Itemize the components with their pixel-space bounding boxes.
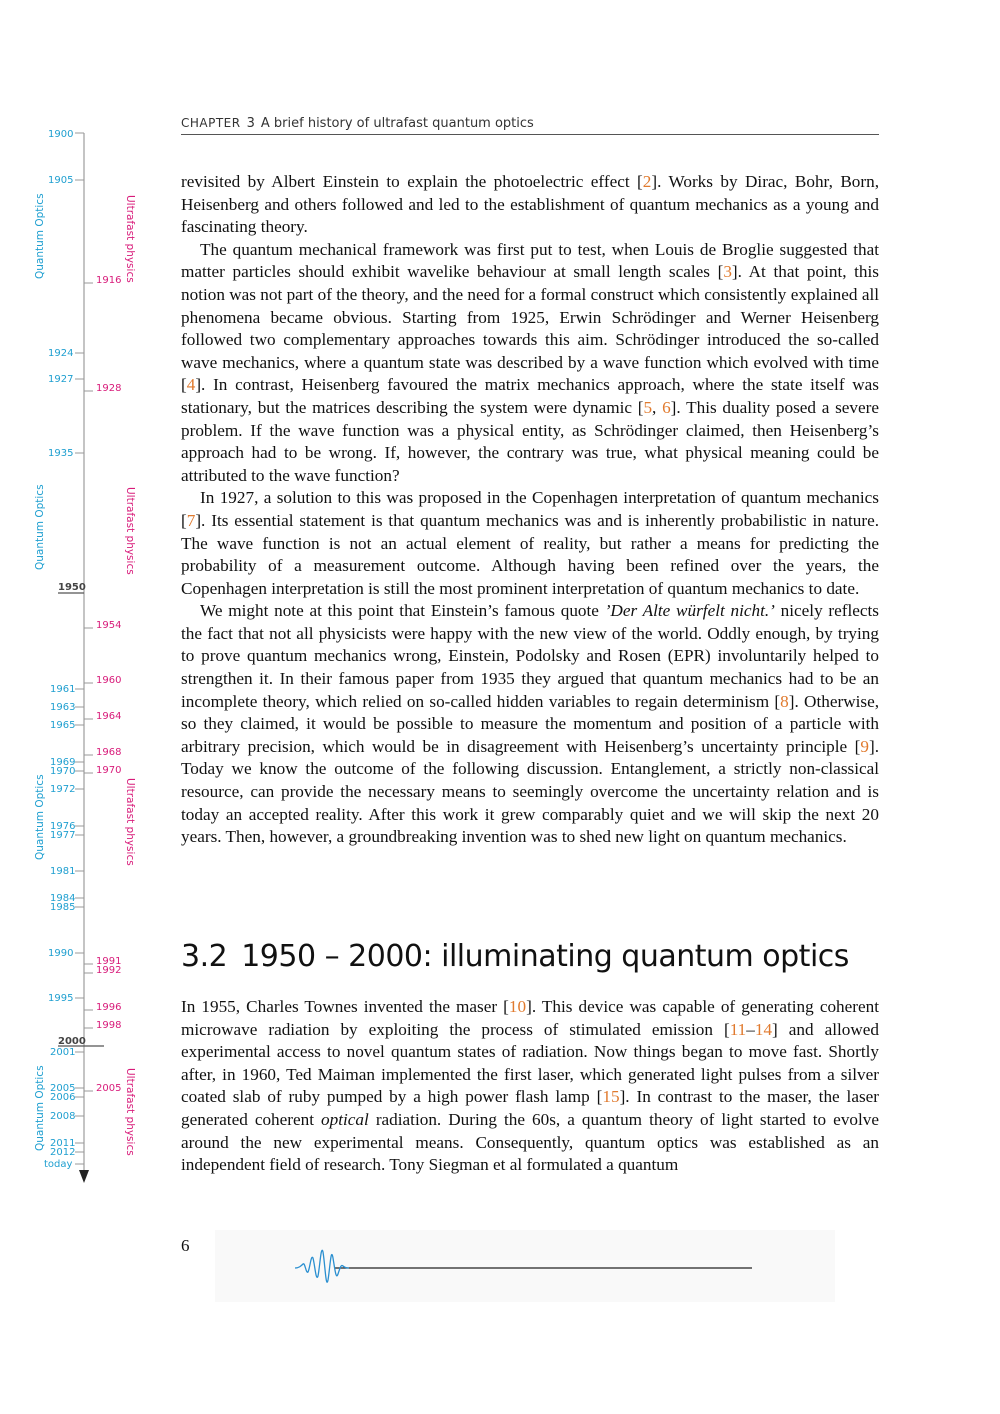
citation-link[interactable]: 11 (729, 1019, 747, 1039)
timeline-left-years (44, 129, 84, 1170)
timeline-key-year: 1950 (58, 582, 86, 593)
citation-link[interactable]: 5 (643, 397, 653, 417)
timeline-year: 1969 (50, 757, 76, 768)
einstein-quote: ’Der Alte würfelt nicht.’ (604, 601, 775, 621)
paragraph: revisited by Albert Einstein to explain the photoelectric effect [2]. Works by Dirac, Bohr, Born, Heisenberg and others followed and led to the establishment of quantum mechanics as a young and fascinating theory. (181, 172, 879, 237)
timeline-year: 1981 (50, 866, 76, 877)
timeline-year: 1935 (48, 448, 74, 459)
timeline-year: 2008 (50, 1111, 76, 1122)
body-text-section (181, 996, 879, 1177)
section-number: 3.2 (181, 939, 228, 974)
timeline-year: 1965 (50, 720, 76, 731)
timeline-year: 1905 (48, 175, 74, 186)
timeline-key-years (58, 582, 104, 1047)
timeline-year: 1991 (96, 956, 122, 967)
citation-link[interactable]: 6 (662, 397, 671, 417)
timeline-year: 1985 (50, 902, 76, 913)
citation-link[interactable]: 3 (723, 262, 732, 282)
wave-packet-icon (215, 1230, 835, 1302)
chapter-word: CHAPTER (181, 116, 241, 130)
timeline-year: 2012 (50, 1147, 76, 1158)
page-number: 6 (181, 1236, 190, 1255)
timeline-year: 1928 (96, 383, 122, 394)
paragraph: The quantum mechanical framework was first put to test, when Louis de Broglie suggested that matter particles should exhibit wavelike behaviour at small length scales [3]. At that point, this notion was not part of the theory, and the need for a formal construct which consistently explained all phenomena became obvious. Starting from 1925, Erwin Schrödinger and Werner Heisenberg followed two complementary approaches towards this aim. Schrödinger introduced the so-called wave mechanics, where a quantum state was described by a wave function which evolved with time [4]. In contrast, Heisenberg favoured the matrix mechanics approach, where the state itself was stationary, but the matrices describing the system were dynamic [5, 6]. This duality posed a severe problem. If the wave function was a physical entity, as Schrödinger claimed, then Heisenberg’s approach had to be wrong. If, however, the contrary was true, what physical meaning could be attributed to the wave function? (181, 239, 879, 485)
timeline-year: 2001 (50, 1047, 76, 1058)
citation-link[interactable]: 9 (860, 736, 869, 756)
era-label-quantum-optics: Quantum Optics (34, 774, 46, 860)
timeline-year: 1984 (50, 893, 76, 904)
timeline-year: 2005 (96, 1083, 122, 1094)
timeline-year: 1992 (96, 965, 122, 976)
timeline-year: 1961 (50, 684, 76, 695)
citation-link[interactable]: 2 (642, 172, 652, 191)
timeline-year: 2011 (50, 1138, 76, 1149)
timeline-year: 1998 (96, 1020, 122, 1031)
chapter-title: A brief history of ultrafast quantum optics (260, 116, 534, 131)
timeline-year: 1964 (96, 711, 122, 722)
timeline-year: 1976 (50, 821, 76, 832)
body-text (181, 171, 879, 849)
timeline-year: 1995 (48, 993, 74, 1004)
timeline-year: 2005 (50, 1083, 76, 1094)
timeline-year: 1970 (96, 765, 122, 776)
citation-link[interactable]: 14 (754, 1019, 773, 1039)
era-label-quantum-optics: Quantum Optics (34, 193, 46, 279)
citation-link[interactable]: 4 (186, 375, 196, 395)
timeline-arrow-icon (79, 1170, 89, 1183)
timeline-year: 1990 (48, 948, 74, 959)
timeline-year: 1916 (96, 275, 122, 286)
timeline-year: today (44, 1159, 73, 1170)
timeline-year: 1970 (50, 766, 76, 777)
running-header (181, 116, 879, 135)
citation-link[interactable]: 10 (508, 997, 527, 1016)
citation-link[interactable]: 15 (602, 1087, 620, 1107)
chapter-number: 3 (246, 116, 255, 131)
paragraph: In 1955, Charles Townes invented the maser [10]. This device was capable of generating coherent microwave radiation by exploiting the process of stimulated emission [11–14] and allowed experimental access to novel quantum states of radiation. Now things began to move fast. Shortly after, in 1960, Ted Maiman implemented the first laser, which generated light pulses from a silver coated slab of ruby pumped by a high power flash lamp [15]. In contrast to the maser, the laser generated coherent optical radiation. During the 60s, a quantum theory of light started to evolve around the new experimental means. Consequently, quantum optics was established as an independent field of research. Tony Siegman et al formulated a quantum (181, 997, 880, 1175)
era-label-quantum-optics: Quantum Optics (34, 1065, 46, 1151)
citation-link[interactable]: 7 (186, 510, 196, 530)
timeline-year: 1968 (96, 747, 122, 758)
citation-link[interactable]: 8 (780, 691, 789, 711)
section-title: 1950 – 2000: illuminating quantum optics (241, 939, 849, 974)
timeline-year: 1960 (96, 675, 122, 686)
paragraph: In 1927, a solution to this was proposed in the Copenhagen interpretation of quantum mechanics [7]. Its essential statement is that quantum mechanics was and is inherently probabilistic in nature. The wave function is not an actual element of reality, but rather a means for predicting the probability of a measurement outcome. Although having been refined over the years, the Copenhagen interpretation is still the most prominent interpretation of quantum mechanics to date. (181, 488, 879, 598)
era-label-quantum-optics: Quantum Optics (34, 484, 46, 570)
era-label-ultrafast-physics: Ultrafast physics (124, 1068, 136, 1156)
timeline-key-year: 2000 (58, 1036, 86, 1047)
paragraph: We might note at this point that Einstein’s famous quote ’Der Alte würfelt nicht.’ nicely reflects the fact that not all physicists were happy with the new view of the world. Oddly enough, by trying to prove quantum mechanics wrong, Einstein, Podolsky and Rosen (EPR) involuntarily helped to strengthen it. In their famous paper from 1935 they argued that quantum mechanics had to be an incomplete theory, which relied on so-called hidden variables to regain determinism [8]. Otherwise, so they claimed, it would be possible to measure the momentum and position of a particle with arbitrary precision, which would be in disagreement with Heisenberg’s uncertainty principle [9]. Today we know the outcome of the following discussion. Entanglement, a strictly non-classical resource, can provide the necessary means to seemingly overcome the uncertainty relation and is today an accepted reality. After this work it grew comparably quiet and we will skip the next 20 years. Then, however, a groundbreaking invention was to shed new light on quantum mechanics. (181, 601, 879, 847)
timeline-sidebar (0, 0, 175, 1414)
era-label-ultrafast-physics: Ultrafast physics (124, 487, 136, 575)
timeline-year: 1972 (50, 784, 76, 795)
timeline-year: 1924 (48, 348, 74, 359)
timeline-year: 1963 (50, 702, 76, 713)
era-label-ultrafast-physics: Ultrafast physics (124, 195, 136, 283)
timeline-year: 1900 (48, 129, 74, 140)
timeline-year: 1954 (96, 620, 122, 631)
timeline-year: 1977 (50, 830, 76, 841)
timeline-year: 1996 (96, 1002, 122, 1013)
timeline-right-years (84, 275, 121, 1094)
timeline-year: 2006 (50, 1092, 76, 1103)
era-label-ultrafast-physics: Ultrafast physics (124, 778, 136, 866)
timeline-year: 1927 (48, 374, 74, 385)
section-heading (181, 939, 879, 979)
